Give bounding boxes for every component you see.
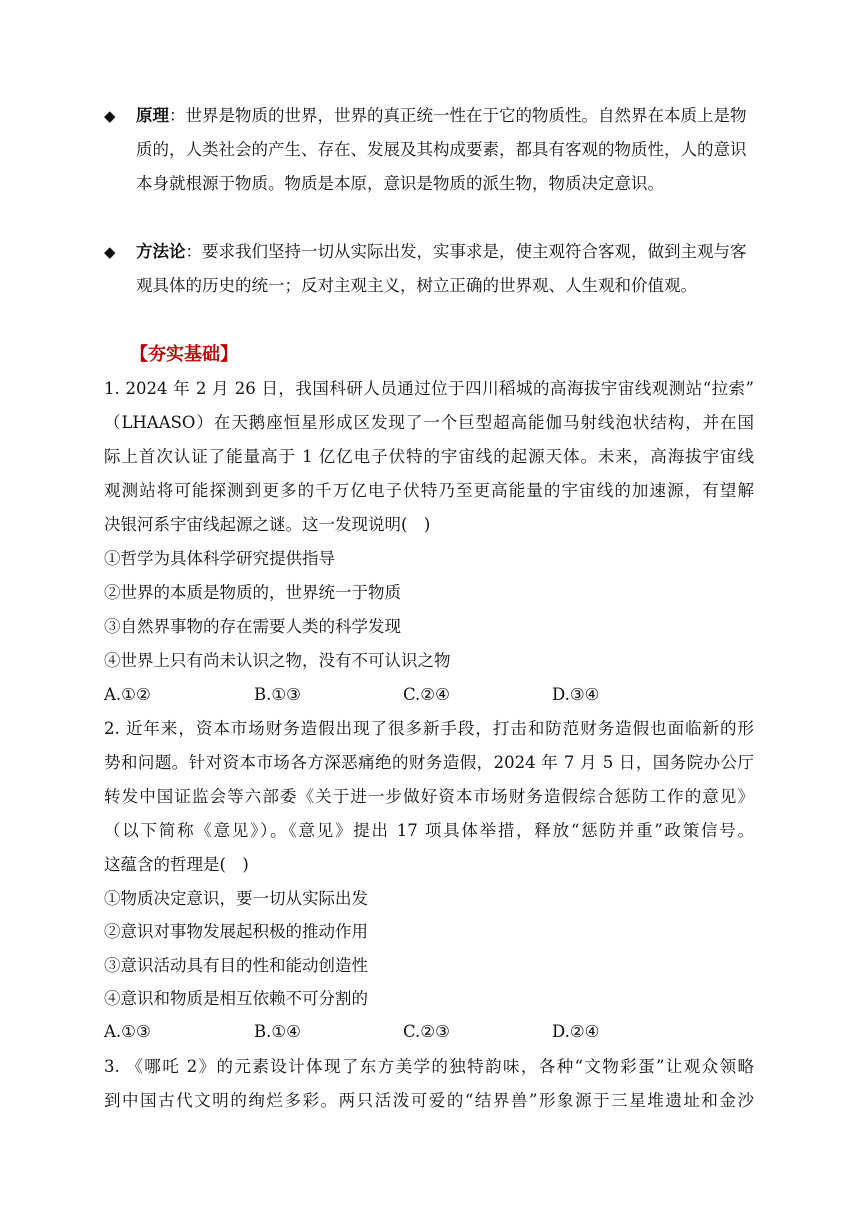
option-c[interactable]: C.②③ (403, 1022, 450, 1041)
question-1-stem-line: 观测站将可能探测到更多的千万亿电子伏特乃至更高能量的宇宙线的加速源，有望解 (104, 481, 754, 500)
option-d[interactable]: D.②④ (552, 1022, 600, 1041)
question-1-stem-line: 决银河系宇宙线起源之谜。这一发现说明( ) (104, 515, 431, 534)
principle-term: 原理 (136, 106, 169, 125)
question-1-stem-line: （LHAASO）在天鹅座恒星形成区发现了一个巨型超高能伽马射线泡状结构，并在国 (104, 413, 754, 432)
option-b[interactable]: B.①④ (254, 1022, 301, 1041)
principle-body: 世界是物质的世界，世界的真正统一性在于它的物质性。自然界在本质上是物质的，人类社会的产生、存在、发展及其构成要素，都具有客观的物质性，人的意识本身就根源于物质。物质是本原，意识是物质的派生物，物质决定意识。 (136, 106, 747, 193)
option-a[interactable]: A.①② (104, 685, 151, 704)
question-2-stem-line: （以下简称《意见》）。《意见》提出 17 项具体举措，释放“惩防并重”政策信号。 (104, 821, 754, 840)
question-1-statement: ④世界上只有尚未认识之物，没有不可认识之物 (104, 651, 451, 670)
question-3-stem-line: 3. 《哪吒 2》的元素设计体现了东方美学的独特韵味，各种“文物彩蛋”让观众领略 (104, 1057, 754, 1076)
diamond-bullet-icon: ◆ (104, 243, 116, 261)
section-title: 【夯实基础】 (130, 344, 238, 365)
principle-bullet (104, 99, 754, 201)
methodology-text: 方法论：要求我们坚持一切从实际出发，实事求是，使主观符合客观，做到主观与客观具体的历史的统一；反对主观主义，树立正确的世界观、人生观和价值观。 (136, 242, 747, 295)
question-3-stem-line: 到中国古代文明的绚烂多彩。两只活泼可爱的“结界兽”形象源于三星堆遗址和金沙 (104, 1091, 754, 1110)
question-1-stem-line: 1. 2024 年 2 月 26 日，我国科研人员通过位于四川稻城的高海拔宇宙线观测站“拉索” (104, 379, 754, 398)
question-2-options (104, 1015, 754, 1049)
question-1-options (104, 678, 754, 712)
option-d[interactable]: D.③④ (552, 685, 600, 704)
question-2-stem-line: 这蕴含的哲理是( ) (104, 855, 249, 874)
option-b[interactable]: B.①③ (254, 685, 301, 704)
option-a[interactable]: A.①③ (104, 1022, 151, 1041)
question-2-statement: ③意识活动具有目的性和能动创造性 (104, 956, 368, 975)
question-2-statement: ④意识和物质是相互依赖不可分割的 (104, 989, 368, 1008)
diamond-bullet-icon: ◆ (104, 107, 116, 125)
question-1-statement: ①哲学为具体科学研究提供指导 (104, 549, 335, 568)
principle-text: 原理：世界是物质的世界，世界的真正统一性在于它的物质性。自然界在本质上是物质的，人类社会的产生、存在、发展及其构成要素，都具有客观的物质性，人的意识本身就根源于物质。物质是本原，意识是物质的派生物，物质决定意识。 (136, 106, 747, 193)
methodology-bullet (104, 235, 754, 303)
methodology-term: 方法论 (136, 242, 186, 261)
question-1-stem-line: 际上首次认证了能量高于 1 亿亿电子伏特的宇宙线的起源天体。未来，高海拔宇宙线 (104, 447, 754, 466)
question-1-statement: ③自然界事物的存在需要人类的科学发现 (104, 617, 401, 636)
question-2-stem-line: 势和问题。针对资本市场各方深恶痛绝的财务造假，2024 年 7 月 5 日，国务院办公厅 (104, 753, 754, 772)
question-2-statement: ②意识对事物发展起积极的推动作用 (104, 922, 368, 941)
question-2-statement: ①物质决定意识，要一切从实际出发 (104, 889, 368, 908)
question-1-statement: ②世界的本质是物质的，世界统一于物质 (104, 583, 401, 602)
methodology-body: 要求我们坚持一切从实际出发，实事求是，使主观符合客观，做到主观与客观具体的历史的统一；反对主观主义，树立正确的世界观、人生观和价值观。 (136, 242, 747, 295)
question-2-stem-line: 转发中国证监会等六部委《关于进一步做好资本市场财务造假综合惩防工作的意见》 (104, 787, 754, 806)
question-2-stem-line: 2. 近年来，资本市场财务造假出现了很多新手段，打击和防范财务造假也面临新的形 (104, 719, 754, 738)
option-c[interactable]: C.②④ (403, 685, 450, 704)
